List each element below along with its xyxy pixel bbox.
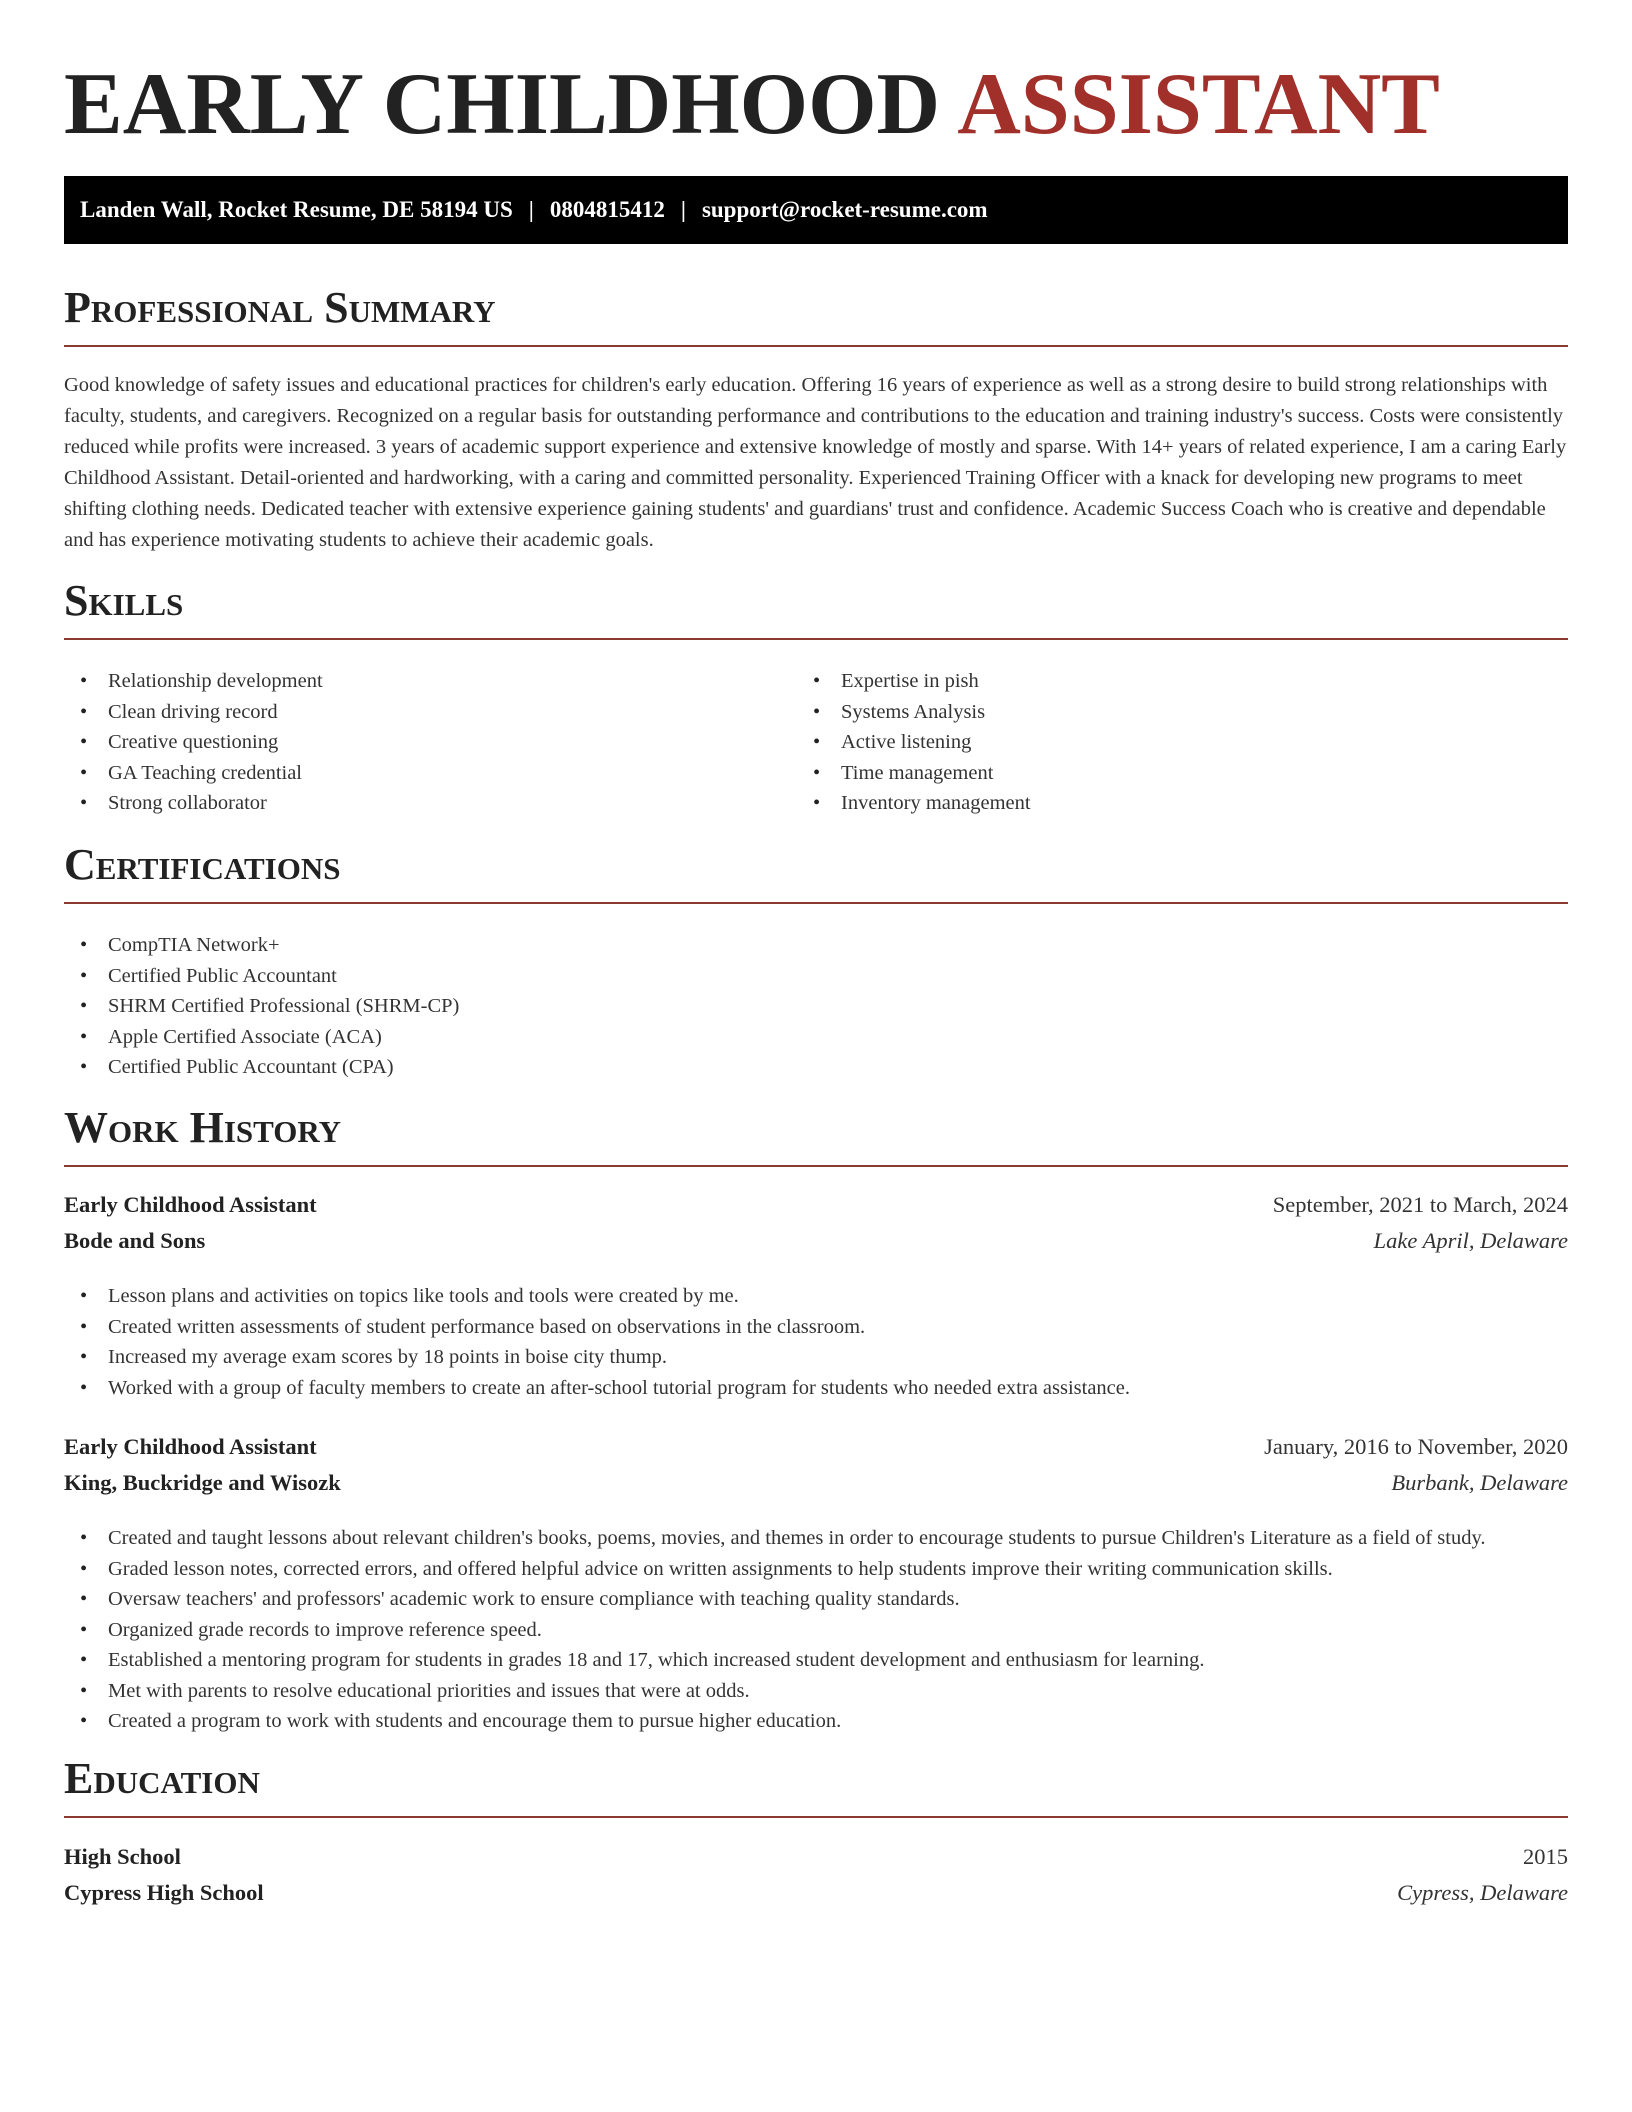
skill-item: • Inventory management [797,788,1497,819]
job-dates: January, 2016 to November, 2020 [1264,1434,1568,1459]
job-location: Lake April, Delaware [1373,1228,1568,1253]
skills-list-left [64,666,764,819]
job-bullet: • Created and taught lessons about relevant children's books, poems, movies, and themes in order to encourage students to pursue Children's Literature as a field of study. [64,1523,1568,1554]
summary-heading: Professional Summary [64,283,1568,347]
skill-item: • Systems Analysis [797,697,1497,728]
skill-item: • Relationship development [64,666,764,697]
job-2-title-row [64,1429,1568,1465]
job-2-bullets [64,1523,1568,1737]
resume-title [64,50,1440,160]
skill-item: • Time management [797,758,1497,789]
education-location: Cypress, Delaware [1397,1880,1568,1905]
education-school-row [64,1875,1568,1911]
certifications-list [64,930,1064,1083]
skill-item: • Clean driving record [64,697,764,728]
work-history-heading: Work History [64,1103,1568,1167]
skill-item: • Active listening [797,727,1497,758]
job-bullet: • Worked with a group of faculty members to create an after-school tutorial program for students who needed extra assistance. [64,1373,1568,1404]
skills-heading: Skills [64,576,1568,640]
education-degree-row [64,1839,1568,1875]
title-part-2: ASSISTANT [957,56,1440,153]
certifications-heading: Certifications [64,840,1568,904]
education-heading: Education [64,1754,1568,1818]
job-bullet: • Established a mentoring program for students in grades 18 and 17, which increased student development and enthusiasm for learning. [64,1645,1568,1676]
job-1-company-row [64,1223,1568,1259]
job-bullet: • Oversaw teachers' and professors' academic work to ensure compliance with teaching quality standards. [64,1584,1568,1615]
summary-text: Good knowledge of safety issues and educational practices for children's early education. Offering 16 years of experience as well as a strong desire to build strong relationships with faculty, students, and caregivers. Recognized on a regular basis for outstanding performance and contributions to the education and training industry's success. Costs were consistently reduced while profits were increased. 3 years of academic support experience and extensive knowledge of mostly and sparse. With 14+ years of related experience, I am a caring Early Childhood Assistant. Detail-oriented and hardworking, with a caring and committed personality. Experienced Training Officer with a knack for developing new programs to meet shifting clothing needs. Dedicated teacher with extensive experience gaining students' and guardians' trust and confidence. Academic Success Coach who is creative and dependable and has experience motivating students to achieve their academic goals. [64,374,1567,551]
contact-email: support@rocket-resume.com [701,197,988,222]
job-bullet: • Met with parents to resolve educational priorities and issues that were at odds. [64,1676,1568,1707]
job-1-title-row [64,1187,1568,1223]
contact-bar [64,176,1568,244]
skill-item: • Expertise in pish [797,666,1497,697]
contact-address: Landen Wall, Rocket Resume, DE 58194 US [80,197,513,222]
certification-item: • Certified Public Accountant (CPA) [64,1052,1064,1083]
contact-phone: 0804815412 [549,197,665,222]
contact-separator: | [680,197,686,222]
job-bullet: • Created written assessments of student performance based on observations in the classroom. [64,1312,1568,1343]
skill-item: • Strong collaborator [64,788,764,819]
job-2-company-row [64,1465,1568,1501]
job-bullet: • Lesson plans and activities on topics like tools and tools were created by me. [64,1281,1568,1312]
certification-item: • Apple Certified Associate (ACA) [64,1022,1064,1053]
education-degree: High School [64,1844,181,1869]
job-bullet: • Organized grade records to improve reference speed. [64,1615,1568,1646]
job-1-bullets [64,1281,1568,1403]
job-company: King, Buckridge and Wisozk [64,1470,341,1495]
education-school: Cypress High School [64,1880,264,1905]
job-location: Burbank, Delaware [1391,1470,1568,1495]
certification-item: • SHRM Certified Professional (SHRM-CP) [64,991,1064,1022]
skill-item: • Creative questioning [64,727,764,758]
job-company: Bode and Sons [64,1228,206,1253]
certification-item: • Certified Public Accountant [64,961,1064,992]
skills-list-right [797,666,1497,819]
job-dates: September, 2021 to March, 2024 [1272,1192,1568,1217]
contact-separator: | [528,197,534,222]
job-title: Early Childhood Assistant [64,1192,317,1217]
job-bullet: • Increased my average exam scores by 18 points in boise city thump. [64,1342,1568,1373]
job-bullet: • Graded lesson notes, corrected errors, and offered helpful advice on written assignments to help students improve their writing communication skills. [64,1554,1568,1585]
job-bullet: • Created a program to work with students and encourage them to pursue higher education. [64,1706,1568,1737]
title-part-1: EARLY CHILDHOOD [64,56,941,153]
job-title: Early Childhood Assistant [64,1434,317,1459]
education-year: 2015 [1523,1844,1568,1869]
skill-item: • GA Teaching credential [64,758,764,789]
certification-item: • CompTIA Network+ [64,930,1064,961]
